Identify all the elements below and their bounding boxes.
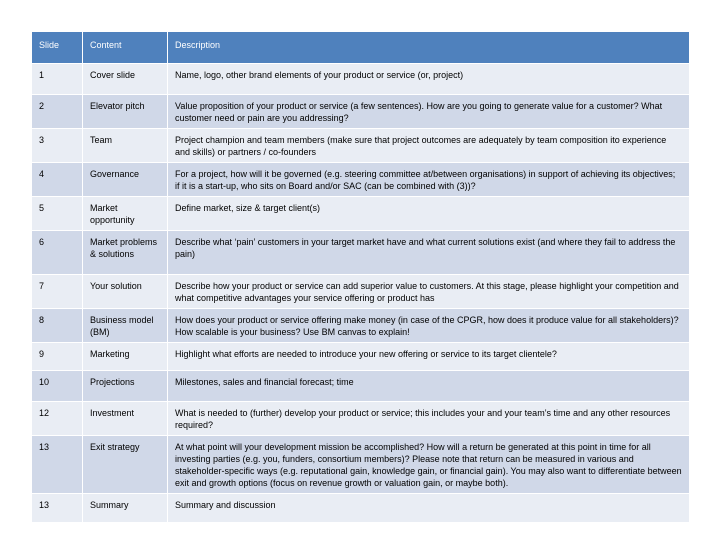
- content-cell: Summary: [83, 494, 168, 523]
- description-cell: Describe what ‘pain’ customers in your target market have and what current solutions exist (and where they fail to address the pain): [168, 231, 690, 275]
- slide-number: 2: [32, 95, 83, 129]
- header-description: Description: [168, 32, 690, 64]
- description-cell: Highlight what efforts are needed to introduce your new offering or service to its target clientele?: [168, 343, 690, 371]
- slide-number: 7: [32, 275, 83, 309]
- description-cell: How does your product or service offering make money (in case of the CPGR, how does it produce value for all stakeholders)? How scalable is your business? Use BM canvas to explain!: [168, 309, 690, 343]
- table-row: [32, 129, 690, 163]
- description-cell: Milestones, sales and financial forecast; time: [168, 371, 690, 402]
- description-cell: Value proposition of your product or service (a few sentences). How are you going to generate value for a customer? What customer need or pain are you addressing?: [168, 95, 690, 129]
- table-row: [32, 163, 690, 197]
- header-row: [32, 32, 690, 64]
- header-content: Content: [83, 32, 168, 64]
- description-cell: Describe how your product or service can add superior value to customers. At this stage, please highlight your competition and what competitive advantages your service offering or product has: [168, 275, 690, 309]
- description-cell: At what point will your development mission be accomplished? How will a return be generated at this point in time for all investing parties (e.g. you, funders, consortium members)? Please note that return can be measured in various and stakeholder-specific ways (e.g. reputational gain, knowledge gain, or financial gain). You may also want to differentiate between exit and growth options (focus on revenue growth or valuation gain, or maybe both).: [168, 436, 690, 494]
- slide-number: 6: [32, 231, 83, 275]
- content-cell: Exit strategy: [83, 436, 168, 494]
- description-cell: Project champion and team members (make sure that project outcomes are adequately by team composition ito experience and skills) or partners / co-founders: [168, 129, 690, 163]
- slide-number: 9: [32, 343, 83, 371]
- slide-number: 3: [32, 129, 83, 163]
- description-cell: What is needed to (further) develop your product or service; this includes your and your team’s time and any other resources required?: [168, 402, 690, 436]
- table-row: [32, 197, 690, 231]
- slide-number: 12: [32, 402, 83, 436]
- description-cell: Summary and discussion: [168, 494, 690, 523]
- content-cell: Elevator pitch: [83, 95, 168, 129]
- slide-number: 1: [32, 64, 83, 95]
- table-row: [32, 494, 690, 523]
- content-cell: Marketing: [83, 343, 168, 371]
- slide-number: 8: [32, 309, 83, 343]
- table-row: [32, 343, 690, 371]
- content-cell: Governance: [83, 163, 168, 197]
- table-row: [32, 231, 690, 275]
- slide-number: 10: [32, 371, 83, 402]
- slide-number: 4: [32, 163, 83, 197]
- content-cell: Team: [83, 129, 168, 163]
- table-row: [32, 275, 690, 309]
- table-row: [32, 436, 690, 494]
- content-cell: Business model (BM): [83, 309, 168, 343]
- table-row: [32, 402, 690, 436]
- content-cell: Projections: [83, 371, 168, 402]
- content-cell: Cover slide: [83, 64, 168, 95]
- pitch-deck-table: [31, 31, 690, 523]
- content-cell: Investment: [83, 402, 168, 436]
- description-cell: Name, logo, other brand elements of your product or service (or, project): [168, 64, 690, 95]
- header-slide: Slide: [32, 32, 83, 64]
- table-row: [32, 64, 690, 95]
- description-cell: For a project, how will it be governed (e.g. steering committee at/between organisations) in support of achieving its objectives; if it is a start-up, who sits on Board and/or SAC (can be combined with (3))?: [168, 163, 690, 197]
- content-cell: Market problems & solutions: [83, 231, 168, 275]
- table-row: [32, 371, 690, 402]
- slide-number: 13: [32, 494, 83, 523]
- slide-number: 13: [32, 436, 83, 494]
- table-row: [32, 309, 690, 343]
- description-cell: Define market, size & target client(s): [168, 197, 690, 231]
- table-row: [32, 95, 690, 129]
- content-cell: Market opportunity: [83, 197, 168, 231]
- content-cell: Your solution: [83, 275, 168, 309]
- slide-number: 5: [32, 197, 83, 231]
